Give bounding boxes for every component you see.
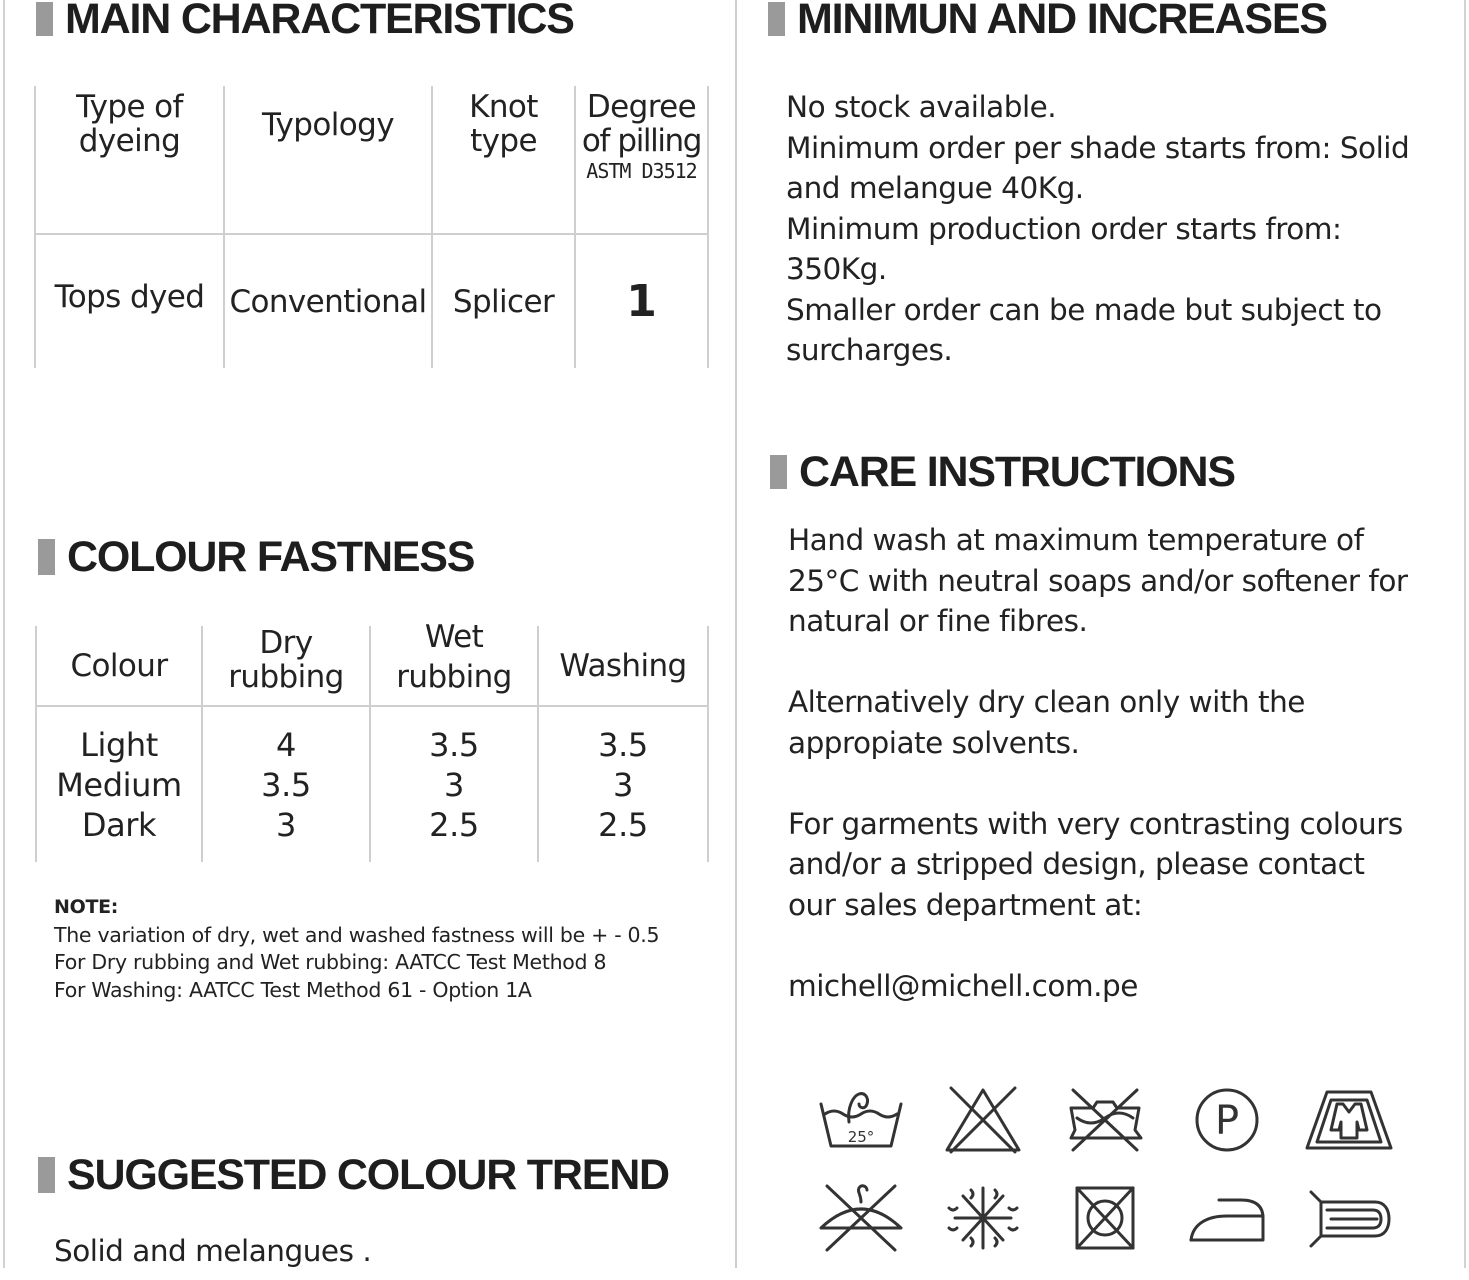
header-wet-rubbing: Wet rubbing	[370, 626, 538, 706]
value-knot-type: Splicer	[432, 234, 575, 368]
header-washing: Washing	[538, 626, 708, 706]
care-instructions-heading	[770, 449, 1235, 495]
no-bleach-icon	[922, 1082, 1044, 1158]
care-line: and/or a stripped design, please contact	[788, 847, 1365, 881]
colour-column	[36, 706, 202, 862]
row-light-washing: 3.5	[598, 725, 648, 764]
minimum-and-increases-title: MINIMUN AND INCREASES	[797, 0, 1327, 43]
svg-text:25°: 25°	[847, 1128, 875, 1146]
dry-flat-icon	[1288, 1082, 1410, 1158]
row-medium-dry: 3.5	[261, 765, 311, 804]
low-iron-icon	[1166, 1180, 1288, 1256]
minimum-and-increases-heading	[768, 0, 1327, 42]
page-left-edge	[3, 0, 5, 1268]
header-degree-of-pilling: Degree of pilling ASTM D3512	[575, 86, 708, 234]
care-symbols	[800, 1082, 1410, 1256]
row-dark-wet: 2.5	[429, 805, 479, 844]
minimum-line: Minimum order per shade starts from: Solid	[786, 130, 1410, 165]
row-medium-washing: 3	[613, 765, 633, 804]
minimum-and-increases-text	[786, 87, 1409, 371]
heading-bar	[38, 539, 55, 575]
column-divider	[735, 0, 737, 1268]
pilling-standard: ASTM D3512	[586, 159, 697, 183]
note-line: For Dry rubbing and Wet rubbing: AATCC Test Method 8	[54, 950, 607, 974]
care-line: 25°C with neutral soaps and/or softener for	[788, 563, 1408, 598]
wet-rubbing-column	[370, 706, 538, 862]
row-medium-wet: 3	[444, 765, 464, 804]
care-line: Alternatively dry clean only with the	[788, 685, 1305, 719]
minimum-line: No stock available.	[786, 90, 1057, 124]
note-label: NOTE:	[54, 896, 119, 918]
header-colour: Colour	[36, 626, 202, 706]
suggested-colour-trend-title: SUGGESTED COLOUR TREND	[67, 1150, 669, 1199]
tumble-dry-low-icon	[1288, 1180, 1410, 1256]
dry-clean-p-icon	[1166, 1082, 1288, 1158]
note-line: For Washing: AATCC Test Method 61 - Option 1A	[54, 977, 532, 1002]
minimum-line: Minimum production order starts from:	[786, 211, 1342, 246]
minimum-line: Smaller order can be made but subject to	[786, 292, 1382, 327]
care-line: Hand wash at maximum temperature of	[788, 523, 1364, 557]
row-dark-washing: 2.5	[598, 805, 648, 844]
row-light-colour: Light	[80, 725, 158, 764]
row-medium-colour: Medium	[56, 765, 182, 804]
value-typology: Conventional	[224, 234, 432, 368]
minimum-line: 350Kg.	[786, 252, 887, 286]
care-instructions-text	[788, 520, 1408, 1006]
fastness-note	[54, 894, 659, 1004]
no-steam-icon	[922, 1180, 1044, 1256]
minimum-line: surcharges.	[786, 333, 953, 367]
main-characteristics-title: MAIN CHARACTERISTICS	[65, 0, 574, 43]
colour-fastness-table	[35, 619, 709, 862]
heading-bar	[768, 2, 785, 36]
hand-wash-icon	[800, 1082, 922, 1158]
header-dry-rubbing: Dry rubbing	[202, 626, 370, 706]
heading-bar	[36, 2, 53, 36]
row-light-dry: 4	[276, 725, 296, 764]
contact-email[interactable]: michell@michell.com.pe	[788, 968, 1138, 1003]
care-line: natural or fine fibres.	[788, 604, 1088, 638]
value-degree-of-pilling: 1	[575, 234, 708, 368]
no-tumble-dry-icon	[1044, 1082, 1166, 1158]
care-line: our sales department at:	[788, 887, 1143, 922]
no-hang-dry-icon	[800, 1180, 922, 1256]
row-dark-dry: 3	[276, 805, 296, 844]
page-right-edge	[1464, 0, 1466, 1268]
header-knot-type: Knot type	[432, 86, 575, 234]
colour-fastness-heading	[38, 534, 474, 580]
header-typology: Typology	[224, 86, 432, 234]
colour-fastness-title: COLOUR FASTNESS	[67, 532, 475, 581]
row-dark-colour: Dark	[81, 805, 157, 844]
care-instructions-title: CARE INSTRUCTIONS	[799, 447, 1235, 496]
main-characteristics-heading	[36, 0, 574, 42]
care-line: appropiate solvents.	[788, 725, 1080, 760]
note-line: The variation of dry, wet and washed fastness will be + - 0.5	[54, 922, 660, 947]
minimum-line: and melangue 40Kg.	[786, 171, 1084, 205]
svg-text:P: P	[1214, 1098, 1240, 1144]
no-dryer-icon	[1044, 1180, 1166, 1256]
heading-bar	[770, 455, 787, 489]
suggested-colour-trend-heading	[38, 1152, 669, 1198]
washing-column	[538, 706, 708, 862]
value-type-of-dyeing: Tops dyed	[35, 234, 224, 368]
row-light-wet: 3.5	[429, 725, 479, 764]
header-type-of-dyeing: Type of dyeing	[35, 86, 224, 234]
care-line: For garments with very contrasting colours	[788, 806, 1403, 841]
main-characteristics-table	[34, 86, 709, 368]
heading-bar	[38, 1157, 55, 1193]
dry-rubbing-column	[202, 706, 370, 862]
colour-trend-text: Solid and melangues .	[54, 1234, 372, 1268]
